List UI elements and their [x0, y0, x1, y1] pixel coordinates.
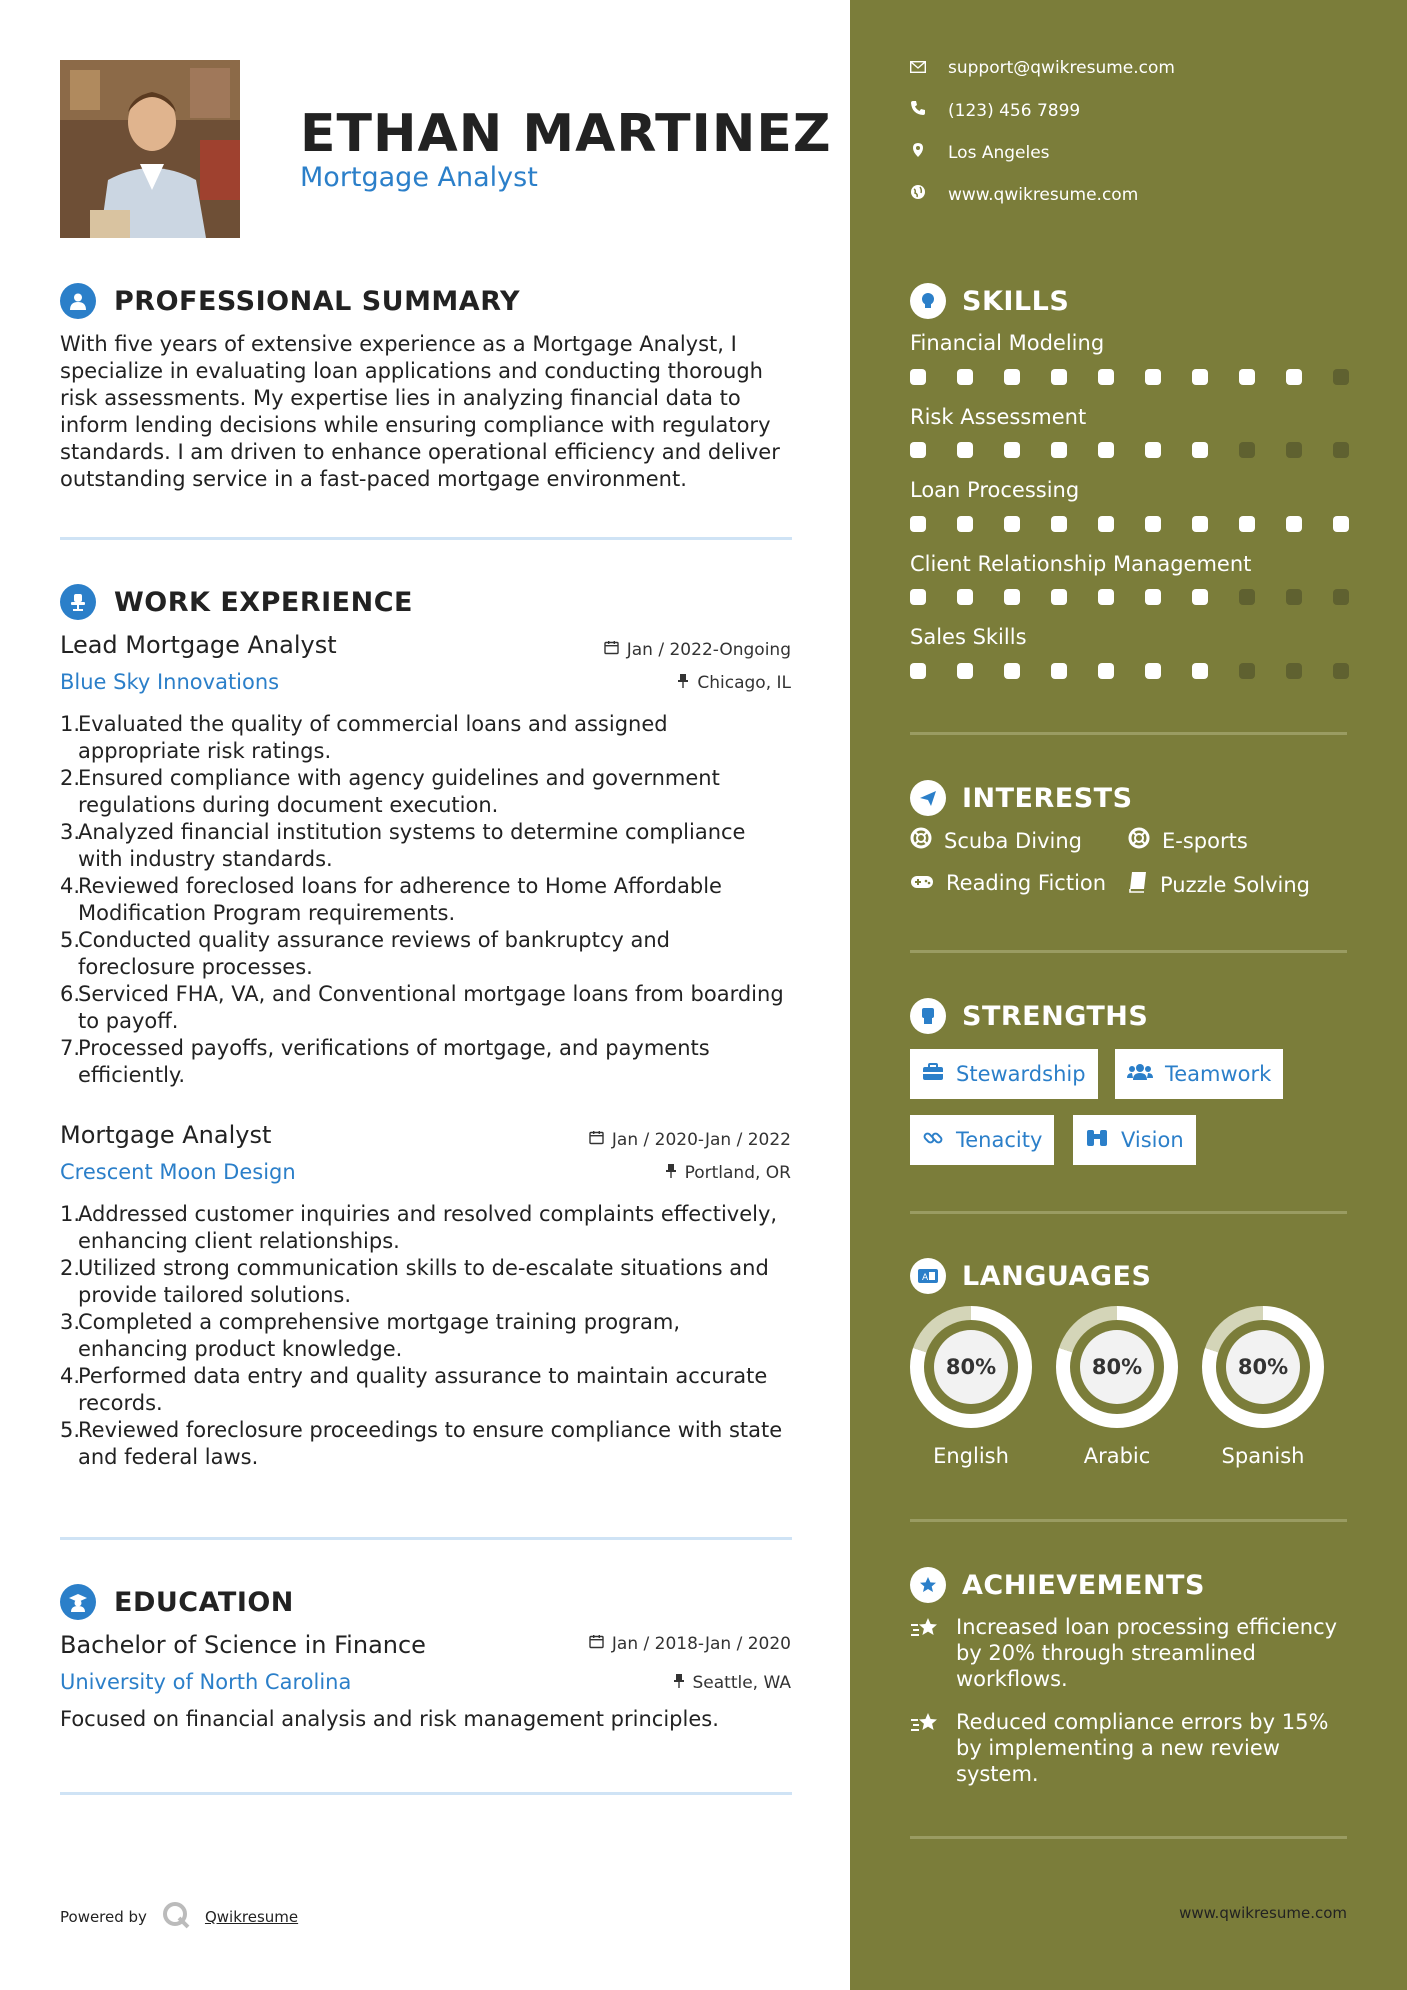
skills-header — [910, 283, 1069, 319]
language-percent: 80% — [1080, 1330, 1154, 1404]
candidate-title: Mortgage Analyst — [300, 162, 538, 193]
job-date-text: Jan / 2020-Jan / 2022 — [611, 1130, 791, 1150]
qwikresume-logo-icon — [161, 1900, 191, 1934]
calendar-icon — [589, 1130, 604, 1150]
powered-by — [60, 1900, 298, 1934]
job-location-text: Portland, OR — [684, 1163, 791, 1183]
skill-dot — [1192, 442, 1208, 458]
book-icon — [1128, 871, 1148, 898]
binoculars-icon — [1085, 1128, 1109, 1153]
pin-icon — [673, 1673, 685, 1693]
language-progress-ring — [1202, 1306, 1324, 1428]
education-date-text: Jan / 2018-Jan / 2020 — [611, 1634, 791, 1654]
skill-dot — [1192, 516, 1208, 532]
language-item — [1056, 1306, 1178, 1468]
achievement-item: Reduced compliance errors by 15% by implementing a new review system. — [910, 1709, 1350, 1787]
skill-dot — [1239, 516, 1255, 532]
divider — [910, 1836, 1347, 1839]
job-location — [665, 1163, 791, 1183]
skill-dot — [1098, 516, 1114, 532]
job-date-text: Jan / 2022-Ongoing — [626, 640, 791, 660]
language-percent: 80% — [1226, 1330, 1300, 1404]
skill-dot — [1098, 663, 1114, 679]
skill-name: Loan Processing — [910, 478, 1080, 502]
envelope-icon — [910, 58, 926, 78]
skill-dot — [1333, 663, 1349, 679]
skill-dot — [1004, 589, 1020, 605]
skill-dot — [1286, 369, 1302, 385]
calendar-icon — [589, 1634, 604, 1654]
list-item: 7. Processed payoffs, verifications of mortgage, and payments efficiently. — [60, 1036, 710, 1087]
calendar-icon — [604, 640, 619, 660]
job-title: Mortgage Analyst — [60, 1121, 272, 1149]
qwikresume-link[interactable]: Qwikresume — [204, 1908, 299, 1926]
skill-dot — [1239, 663, 1255, 679]
skill-rating — [910, 589, 1349, 605]
degree: Bachelor of Science in Finance — [60, 1631, 426, 1659]
divider — [910, 1519, 1347, 1522]
achievements-header — [910, 1567, 1205, 1603]
phone-text: (123) 456 7899 — [948, 100, 1081, 121]
map-pin-icon — [910, 142, 926, 163]
skill-dot — [957, 369, 973, 385]
skill-dot — [957, 516, 973, 532]
job-responsibilities — [60, 711, 790, 1089]
company-name: Crescent Moon Design — [60, 1160, 296, 1184]
achievement-item: Increased loan processing efficiency by 20% through streamlined workflows. — [910, 1614, 1350, 1692]
footer-website[interactable]: www.qwikresume.com — [1179, 1904, 1347, 1922]
skill-name: Risk Assessment — [910, 405, 1087, 429]
skill-dot — [1286, 663, 1302, 679]
skill-dot — [1004, 442, 1020, 458]
skill-dot — [1098, 589, 1114, 605]
language-item — [910, 1306, 1032, 1468]
users-icon — [1127, 1062, 1153, 1086]
skill-dot — [1286, 442, 1302, 458]
skill-dot — [1286, 516, 1302, 532]
skill-dot — [910, 589, 926, 605]
job-date — [604, 640, 791, 660]
list-item: 2. Utilized strong communication skills to de-escalate situations and provide tailored solutions. — [60, 1256, 769, 1307]
contact-email[interactable] — [910, 58, 1175, 78]
skill-dot — [1145, 663, 1161, 679]
skill-dot — [1286, 589, 1302, 605]
list-item: 2. Ensured compliance with agency guidelines and government regulations during document execution. — [60, 766, 720, 817]
skill-dot — [957, 589, 973, 605]
strengths-heading: STRENGTHS — [962, 1000, 1149, 1032]
skill-dot — [1051, 516, 1067, 532]
list-item: 6. Serviced FHA, VA, and Conventional mortgage loans from boarding to payoff. — [60, 982, 784, 1033]
star-icon — [910, 1709, 942, 1787]
language-progress-ring — [910, 1306, 1032, 1428]
summary-heading: PROFESSIONAL SUMMARY — [114, 285, 521, 317]
skill-rating — [910, 663, 1349, 679]
divider — [60, 1792, 792, 1795]
skill-dot — [957, 663, 973, 679]
skill-dot — [1192, 663, 1208, 679]
education-heading: EDUCATION — [114, 1586, 294, 1618]
language-name: Spanish — [1221, 1444, 1305, 1468]
strengths-header — [910, 998, 1148, 1034]
language-name: English — [933, 1444, 1009, 1468]
education-location-text: Seattle, WA — [692, 1673, 791, 1693]
skill-dot — [1192, 589, 1208, 605]
strength-chip: Teamwork — [1115, 1049, 1283, 1099]
languages-header — [910, 1258, 1151, 1294]
job-title: Lead Mortgage Analyst — [60, 631, 337, 659]
language-percent: 80% — [934, 1330, 1008, 1404]
school-name: University of North Carolina — [60, 1670, 352, 1694]
divider — [60, 1537, 792, 1540]
skill-dot — [910, 663, 926, 679]
candidate-name: ETHAN MARTINEZ — [300, 104, 832, 164]
language-item — [1202, 1306, 1324, 1468]
skill-dot — [1239, 442, 1255, 458]
sidebar — [850, 0, 1407, 1990]
language-name: Arabic — [1083, 1444, 1151, 1468]
interests-header — [910, 780, 1133, 816]
education-date — [589, 1634, 791, 1654]
graduate-icon — [60, 1584, 96, 1620]
lightbulb-icon — [910, 283, 946, 319]
language-progress-ring — [1056, 1306, 1178, 1428]
svg-text:A: A — [922, 1273, 929, 1283]
skill-dot — [1333, 516, 1349, 532]
skill-name: Sales Skills — [910, 625, 1027, 649]
website-text: www.qwikresume.com — [948, 184, 1139, 205]
list-item: 3. Completed a comprehensive mortgage training program, enhancing product knowledge. — [60, 1310, 681, 1361]
skill-dot — [1098, 442, 1114, 458]
divider — [60, 537, 792, 540]
gamepad-icon — [910, 871, 934, 895]
strength-chip: Stewardship — [910, 1049, 1098, 1099]
languages-heading: LANGUAGES — [962, 1260, 1152, 1292]
skill-dot — [1051, 589, 1067, 605]
fist-icon — [910, 998, 946, 1034]
profile-photo — [60, 60, 240, 238]
skills-heading: SKILLS — [962, 285, 1070, 317]
email-text: support@qwikresume.com — [948, 58, 1175, 78]
list-item: 5. Conducted quality assurance reviews of bankruptcy and foreclosure processes. — [60, 928, 671, 979]
lifebuoy-icon — [910, 827, 932, 854]
job-location-text: Chicago, IL — [697, 673, 791, 693]
skill-dot — [1239, 589, 1255, 605]
list-item: 4. Reviewed foreclosed loans for adherence to Home Affordable Modification Program requirements. — [60, 874, 722, 925]
skill-dot — [1051, 369, 1067, 385]
pin-icon — [677, 673, 689, 693]
skill-name: Client Relationship Management — [910, 552, 1252, 576]
summary-header — [60, 283, 520, 319]
translate-icon — [910, 1258, 946, 1294]
star-badge-icon — [910, 1567, 946, 1603]
briefcase-chair-icon — [60, 584, 96, 620]
skill-dot — [910, 369, 926, 385]
achievements-heading: ACHIEVEMENTS — [962, 1569, 1205, 1601]
skill-dot — [1098, 369, 1114, 385]
skill-dot — [1239, 369, 1255, 385]
link-icon — [922, 1127, 944, 1154]
skill-dot — [1145, 369, 1161, 385]
strength-chip: Vision — [1073, 1115, 1196, 1165]
skill-dot — [1051, 442, 1067, 458]
pin-icon — [665, 1163, 677, 1183]
company-name: Blue Sky Innovations — [60, 670, 280, 694]
skill-dot — [1004, 663, 1020, 679]
skill-dot — [1004, 369, 1020, 385]
user-icon — [60, 283, 96, 319]
skill-dot — [1333, 589, 1349, 605]
skill-dot — [1145, 516, 1161, 532]
education-header — [60, 1584, 294, 1620]
star-icon — [910, 1614, 942, 1692]
location-text: Los Angeles — [948, 142, 1050, 163]
list-item: 4. Performed data entry and quality assurance to maintain accurate records. — [60, 1364, 768, 1415]
skill-dot — [1145, 442, 1161, 458]
job-date — [589, 1130, 791, 1150]
list-item: 1. Evaluated the quality of commercial loans and assigned appropriate risk ratings. — [60, 712, 668, 763]
skill-rating — [910, 369, 1349, 385]
skill-dot — [1051, 663, 1067, 679]
experience-heading: WORK EXPERIENCE — [114, 586, 413, 618]
interests-heading: INTERESTS — [962, 782, 1133, 814]
globe-icon — [910, 184, 926, 205]
skill-dot — [1145, 589, 1161, 605]
skill-name: Financial Modeling — [910, 331, 1105, 355]
skill-dot — [1333, 442, 1349, 458]
lifebuoy-icon — [1128, 827, 1150, 854]
interest-item: E-sports — [1128, 827, 1248, 854]
experience-header — [60, 584, 413, 620]
list-item: 1. Addressed customer inquiries and resolved complaints effectively, enhancing client relationships. — [60, 1202, 778, 1253]
job-location — [677, 673, 791, 693]
interest-item: Puzzle Solving — [1128, 871, 1310, 898]
interest-item: Scuba Diving — [910, 827, 1082, 854]
paper-plane-icon — [910, 780, 946, 816]
skill-dot — [1004, 516, 1020, 532]
contact-location — [910, 142, 1050, 163]
skill-rating — [910, 442, 1349, 458]
education-location — [673, 1673, 792, 1693]
education-description: Focused on financial analysis and risk management principles. — [60, 1707, 719, 1731]
powered-by-label: Powered by — [60, 1908, 147, 1926]
divider — [910, 1211, 1347, 1214]
divider — [910, 732, 1347, 735]
skill-dot — [1192, 369, 1208, 385]
skill-dot — [910, 516, 926, 532]
summary-text: With five years of extensive experience as a Mortgage Analyst, I specialize in evaluating loan applications and conducting thorough risk assessments. My expertise lies in analyzing financial data to inform lending decisions while ensuring compliance with regulatory standards. I am driven to enhance operational efficiency and deliver outstanding service in a fast-paced mortgage environment. — [60, 332, 780, 491]
skill-dot — [910, 442, 926, 458]
contact-phone[interactable] — [910, 100, 1080, 121]
phone-icon — [910, 100, 926, 121]
interest-item: Reading Fiction — [910, 871, 1106, 895]
job-responsibilities — [60, 1201, 790, 1471]
contact-website[interactable] — [910, 184, 1138, 205]
list-item: 5. Reviewed foreclosure proceedings to ensure compliance with state and federal laws. — [60, 1418, 783, 1469]
strength-chip: Tenacity — [910, 1115, 1054, 1165]
skill-dot — [957, 442, 973, 458]
skill-dot — [1333, 369, 1349, 385]
briefcase-icon — [922, 1062, 944, 1086]
list-item: 3. Analyzed financial institution systems to determine compliance with industry standards. — [60, 820, 746, 871]
divider — [910, 950, 1347, 953]
skill-rating — [910, 516, 1349, 532]
